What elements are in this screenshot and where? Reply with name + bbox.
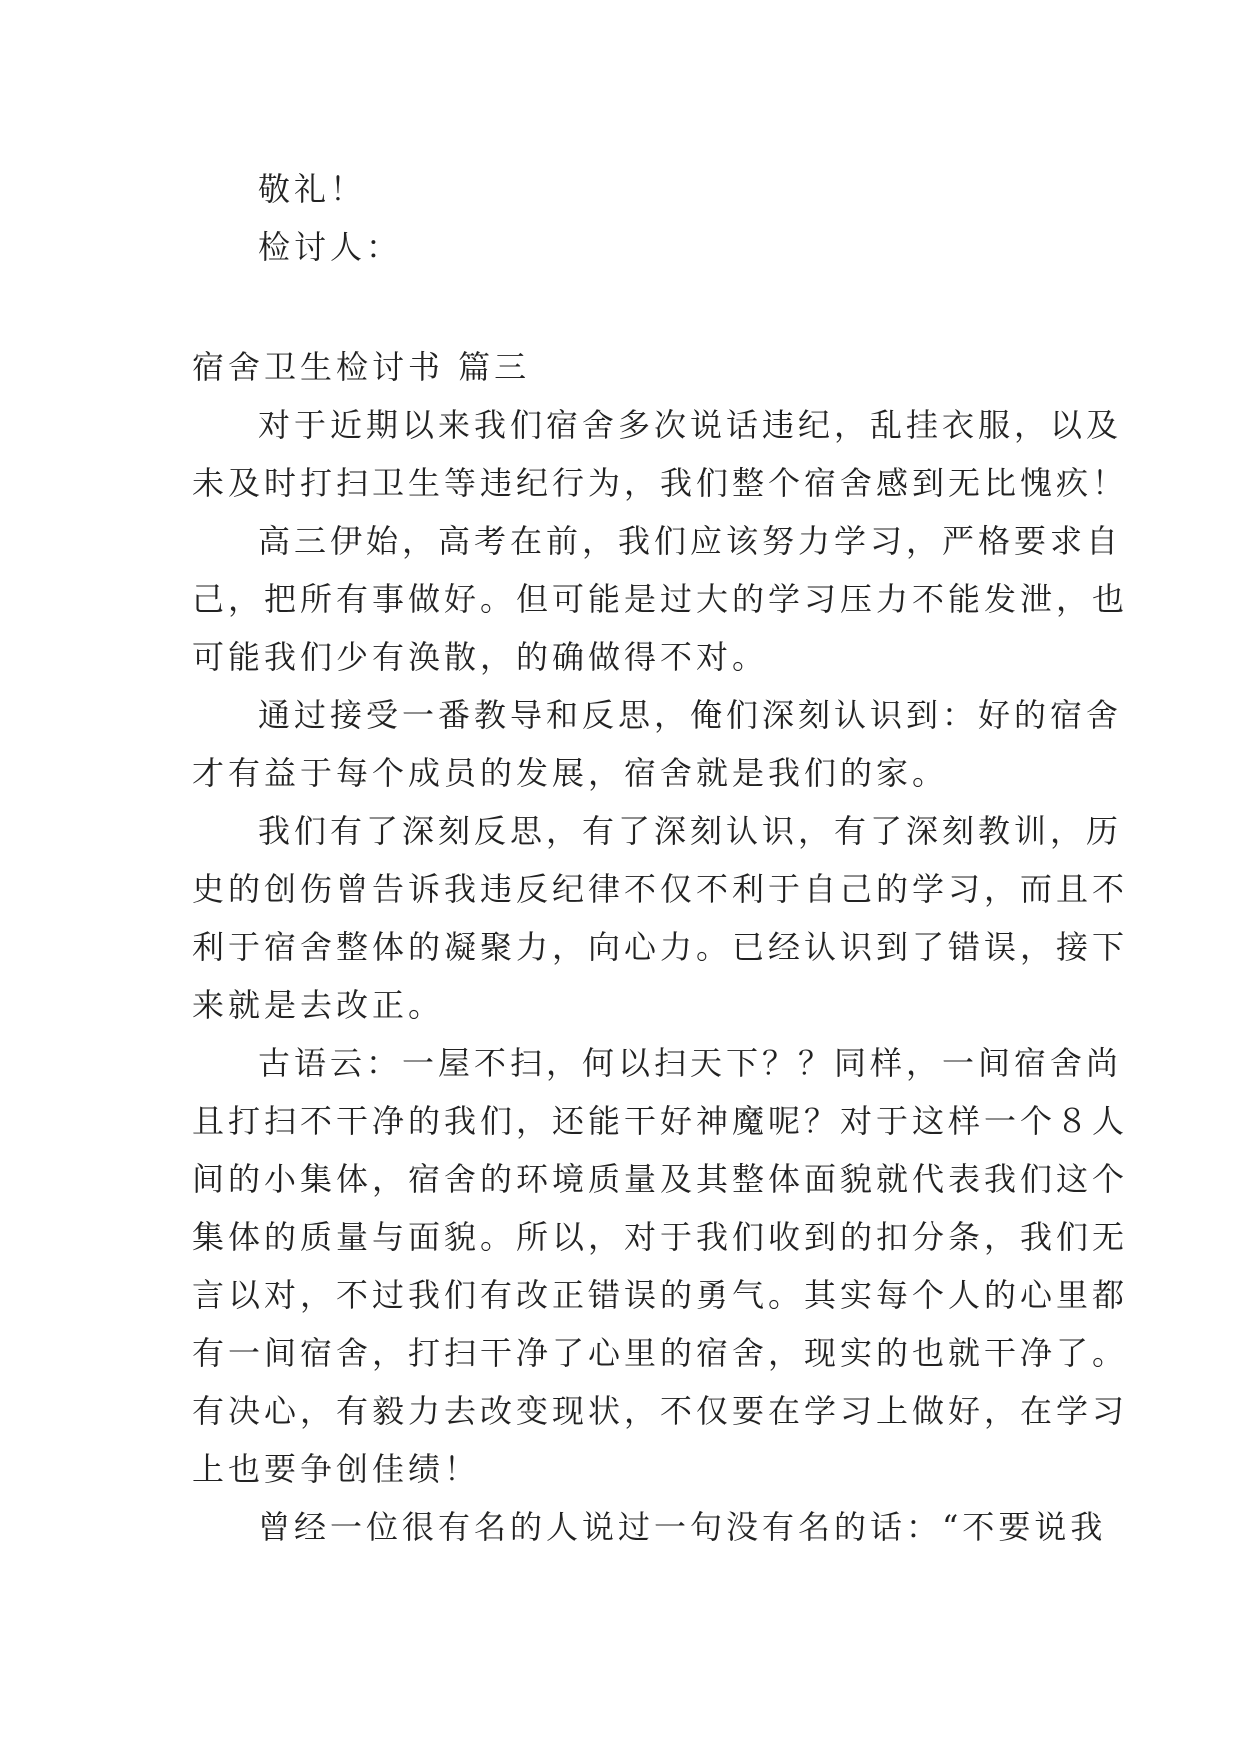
closing-salute: 敬礼！	[258, 170, 367, 208]
paragraph-line: 己，把所有事做好。但可能是过大的学习压力不能发泄，也	[192, 580, 1129, 618]
paragraph-line: 来就是去改正。	[192, 986, 445, 1024]
paragraph	[192, 686, 1123, 802]
paragraph-line: 间的小集体，宿舍的环境质量及其整体面貌就代表我们这个	[192, 1160, 1129, 1198]
paragraph-line: 未及时打扫卫生等违纪行为，我们整个宿舍感到无比愧疚！	[192, 464, 1129, 502]
section-title: 宿舍卫生检讨书 篇三	[192, 348, 531, 386]
signature-label: 检讨人：	[258, 228, 403, 266]
paragraph-line: 且打扫不干净的我们，还能干好神魔呢？对于这样一个８人	[192, 1102, 1129, 1140]
paragraph	[192, 1498, 1107, 1556]
paragraph-line: 有决心，有毅力去改变现状，不仅要在学习上做好，在学习	[192, 1392, 1129, 1430]
paragraph-line: 曾经一位很有名的人说过一句没有名的话：“不要说我	[258, 1508, 1107, 1546]
paragraph-line: 利于宿舍整体的凝聚力，向心力。已经认识到了错误，接下	[192, 928, 1129, 966]
paragraph	[192, 396, 1129, 512]
paragraph-line: 有一间宿舍，打扫干净了心里的宿舍，现实的也就干净了。	[192, 1334, 1129, 1372]
paragraph-line: 史的创伤曾告诉我违反纪律不仅不利于自己的学习，而且不	[192, 870, 1129, 908]
paragraph-line: 才有益于每个成员的发展，宿舍就是我们的家。	[192, 754, 949, 792]
paragraph-line: 上也要争创佳绩！	[192, 1450, 481, 1488]
paragraph-line: 高三伊始，高考在前，我们应该努力学习，严格要求自	[258, 522, 1123, 560]
paragraph-line: 通过接受一番教导和反思，俺们深刻认识到：好的宿舍	[258, 696, 1123, 734]
paragraph-line: 古语云：一屋不扫，何以扫天下？？同样，一间宿舍尚	[258, 1044, 1123, 1082]
paragraph	[192, 1034, 1129, 1498]
paragraph-line: 集体的质量与面貌。所以，对于我们收到的扣分条，我们无	[192, 1218, 1129, 1256]
paragraph	[192, 512, 1129, 686]
document-body	[192, 160, 1129, 1556]
paragraph-line: 对于近期以来我们宿舍多次说话违纪，乱挂衣服，以及	[258, 406, 1123, 444]
paragraph-line: 可能我们少有涣散，的确做得不对。	[192, 638, 769, 676]
paragraph-line: 我们有了深刻反思，有了深刻认识，有了深刻教训，历	[258, 812, 1123, 850]
paragraph	[192, 802, 1129, 1034]
paragraph-line: 言以对，不过我们有改正错误的勇气。其实每个人的心里都	[192, 1276, 1129, 1314]
